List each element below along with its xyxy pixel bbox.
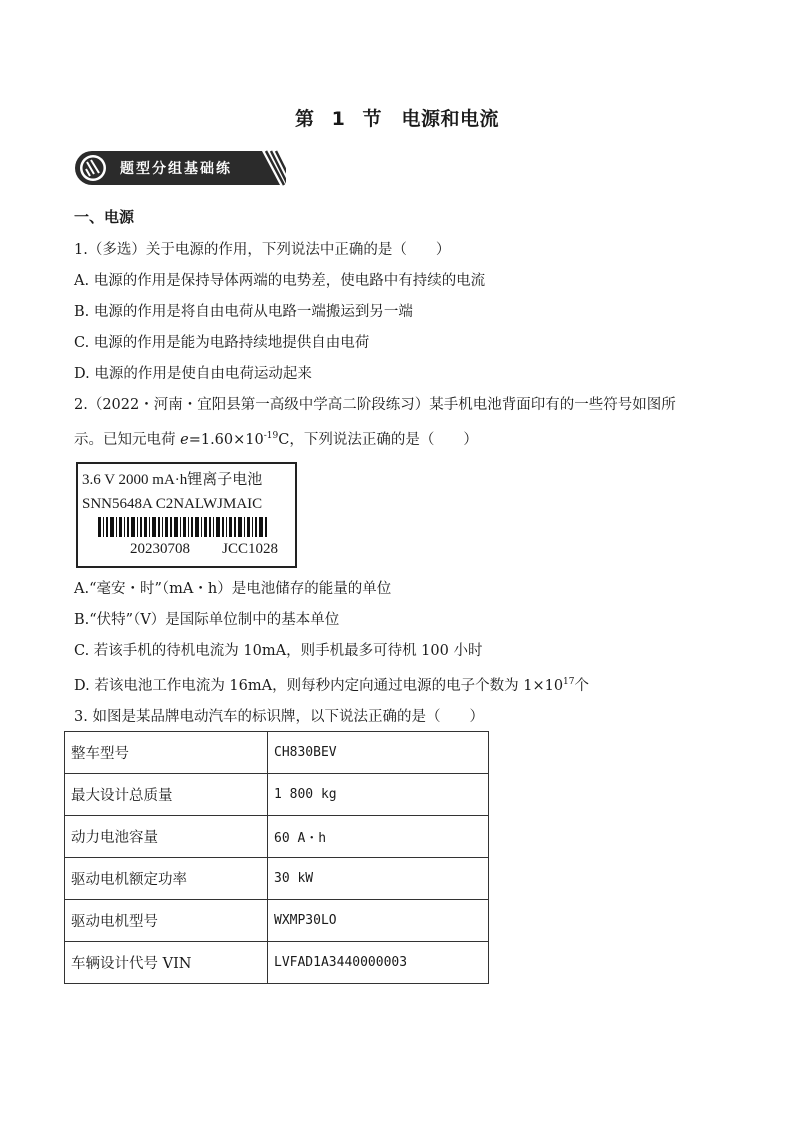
content xyxy=(74,200,734,733)
spec-key: 驱动电机型号 xyxy=(65,900,268,942)
q2-charge-symbol: e xyxy=(180,431,189,448)
q1-option-a: A. 电源的作用是保持导体两端的电势差，使电路中有持续的电流 xyxy=(74,273,486,289)
barcode-icon xyxy=(98,516,290,538)
q2-charge-value: =1.60×10 xyxy=(188,431,264,448)
table-row xyxy=(65,816,489,858)
q2-option-d-tail: 个 xyxy=(574,677,589,694)
spec-value: 60 A・h xyxy=(268,816,489,858)
q1-stem: 1.（多选）关于电源的作用，下列说法中正确的是（ ） xyxy=(74,242,451,258)
q1-option-c: C. 电源的作用是能为电路持续地提供自由电荷 xyxy=(74,335,370,351)
spec-value: CH830BEV xyxy=(268,732,489,774)
battery-label xyxy=(76,462,297,568)
table-row xyxy=(65,732,489,774)
q2-option-b: B.“伏特”（V）是国际单位制中的基本单位 xyxy=(74,611,340,628)
spec-value: 30 kW xyxy=(268,858,489,900)
battery-label-line1: 3.6 V 2000 mA·h锂离子电池 xyxy=(82,471,263,488)
battery-label-date: 20230708 xyxy=(130,540,190,557)
q1-option-b: B. 电源的作用是将自由电荷从电路一端搬运到另一端 xyxy=(74,304,413,320)
page-title: 第 1 节 电源和电流 xyxy=(295,108,499,130)
table-row xyxy=(65,942,489,984)
q2-option-a: A.“毫安・时”（mA・h）是电池储存的能量的单位 xyxy=(74,580,392,597)
q2-option-d xyxy=(74,667,734,702)
spec-key: 车辆设计代号 VIN xyxy=(65,942,268,984)
q2-stem-tail: C，下列说法正确的是（ ） xyxy=(278,431,478,448)
spec-value: LVFAD1A3440000003 xyxy=(268,942,489,984)
battery-label-code: JCC1028 xyxy=(222,540,278,557)
q1-option-d: D. 电源的作用是使自由电荷运动起来 xyxy=(74,366,312,382)
spec-key: 最大设计总质量 xyxy=(65,774,268,816)
battery-label-footer xyxy=(82,538,290,560)
q2-charge-exponent: -19 xyxy=(263,431,279,441)
table-row xyxy=(65,900,489,942)
spec-key: 整车型号 xyxy=(65,732,268,774)
banner-text: 题型分组基础练 xyxy=(120,161,232,177)
q2-stem-text: 示。已知元电荷 xyxy=(74,431,181,448)
spec-value: 1 800 kg xyxy=(268,774,489,816)
spec-key: 动力电池容量 xyxy=(65,816,268,858)
q3-stem: 3. 如图是某品牌电动汽车的标识牌，以下说法正确的是（ ） xyxy=(74,708,484,725)
battery-label-line2: SNN5648A C2NALWJMAIC xyxy=(82,495,263,512)
q2-option-d-text: D. 若该电池工作电流为 16mA，则每秒内定向通过电源的电子个数为 1×10 xyxy=(74,677,564,694)
table-row xyxy=(65,858,489,900)
q2-option-d-exponent: 17 xyxy=(563,676,575,687)
q2-stem-line1: 2.（2022・河南・宜阳县第一高级中学高二阶段练习）某手机电池背面印有的一些符号如图所 xyxy=(74,397,676,413)
spec-value: WXMP30LO xyxy=(268,900,489,942)
q2-option-c: C. 若该手机的待机电流为 10mA，则手机最多可待机 100 小时 xyxy=(74,642,483,659)
section-banner xyxy=(74,150,286,186)
spec-key: 驱动电机额定功率 xyxy=(65,858,268,900)
table-row xyxy=(65,774,489,816)
q2-stem-line2 xyxy=(74,421,734,456)
section-heading: 一、电源 xyxy=(74,208,135,226)
vehicle-spec-table xyxy=(64,731,489,984)
